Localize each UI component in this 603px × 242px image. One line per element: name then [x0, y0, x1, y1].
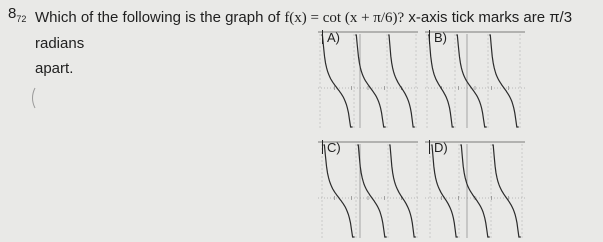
option-c-label: C)	[322, 140, 341, 155]
option-d-graph[interactable]	[425, 140, 525, 240]
option-d-label: D)	[429, 140, 448, 155]
option-a-label: A)	[322, 30, 340, 45]
cot-branch	[389, 145, 416, 237]
option-b-plot	[425, 30, 525, 130]
cot-branch	[489, 35, 518, 127]
option-b-graph[interactable]	[425, 30, 525, 130]
pencil-mark	[28, 86, 38, 110]
cot-branch	[321, 35, 352, 127]
cot-branch	[357, 145, 386, 237]
cot-branch	[492, 145, 521, 237]
question-text-after: x-axis tick marks are π/3 radians	[35, 9, 573, 52]
option-c-graph[interactable]	[318, 140, 418, 240]
option-a-plot	[318, 30, 418, 130]
cot-branch	[388, 35, 415, 127]
cot-branch	[431, 145, 458, 237]
option-c-plot	[318, 140, 418, 240]
question-text-before: Which of the following is the graph of	[35, 9, 285, 26]
question-formula: f(x) = cot (x + π/6)?	[284, 10, 405, 26]
cot-branch	[456, 35, 486, 127]
question-text-line2: apart.	[35, 60, 74, 77]
question-number-main: 8	[8, 5, 17, 22]
question-number	[8, 5, 26, 24]
option-a-graph[interactable]	[318, 30, 418, 130]
cot-branch	[323, 145, 354, 237]
cot-branch	[460, 145, 489, 237]
cot-branch	[428, 35, 454, 127]
option-b-label: B)	[429, 30, 447, 45]
option-d-plot	[425, 140, 525, 240]
question-number-sub: 72	[16, 14, 27, 24]
